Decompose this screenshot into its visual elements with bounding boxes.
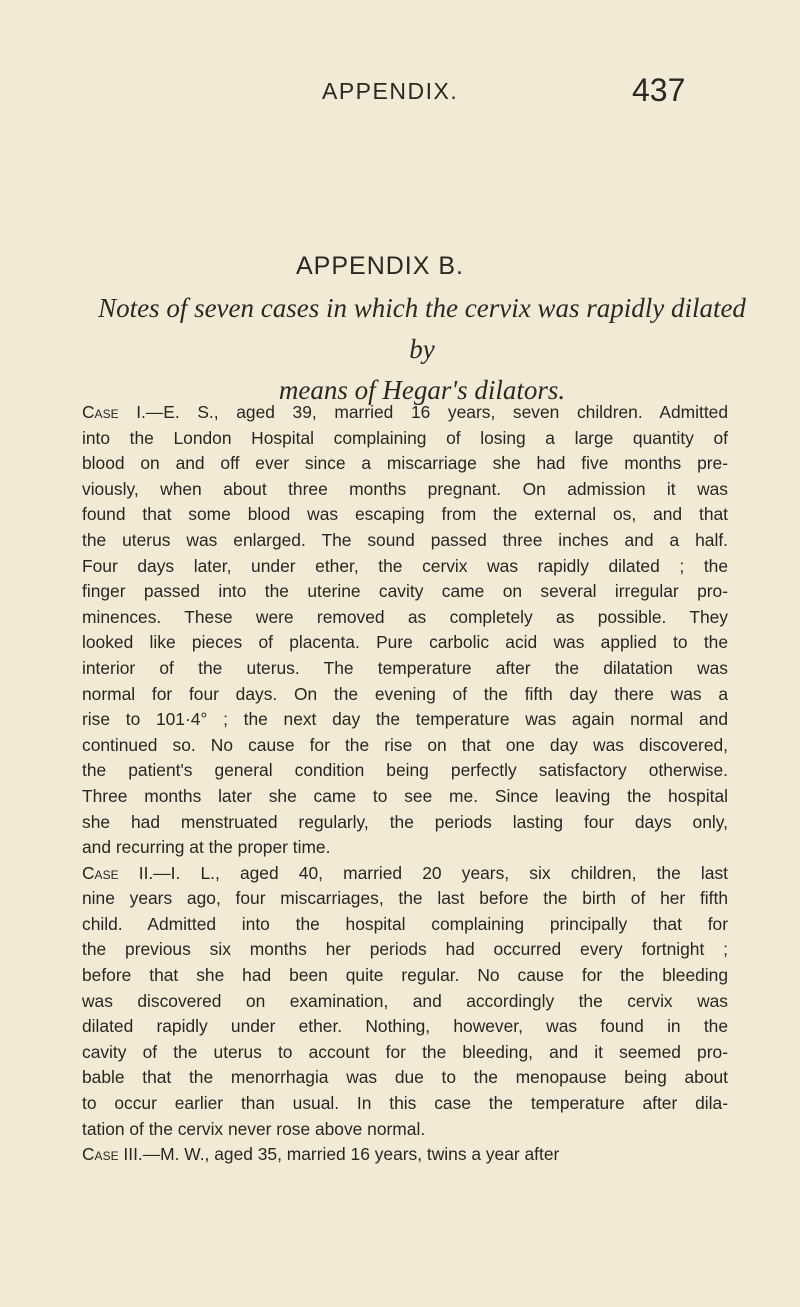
text-line: blood on and off ever since a miscarriage she had five months pre- bbox=[82, 453, 728, 474]
text-line: child. Admitted into the hospital complaining principally that for bbox=[82, 913, 728, 934]
text-line: found that some blood was escaping from the external os, and that bbox=[82, 504, 728, 525]
case-paragraph bbox=[82, 861, 728, 1143]
case-line-text: —I. L., aged 40, married 20 years, six children, the last bbox=[153, 862, 728, 883]
case-paragraph bbox=[82, 1142, 728, 1168]
text-line: was discovered on examination, and accordingly the cervix was bbox=[82, 990, 728, 1011]
text-line: cavity of the uterus to account for the bleeding, and it seemed pro- bbox=[82, 1041, 728, 1062]
text-line: to occur earlier than usual. In this case the temperature after dila- bbox=[82, 1093, 728, 1114]
text-line: finger passed into the uterine cavity came on several irregular pro- bbox=[82, 581, 728, 602]
text-line bbox=[82, 861, 728, 887]
running-head bbox=[0, 72, 800, 112]
case-label: Case II. bbox=[82, 862, 154, 883]
subtitle-line-1: Notes of seven cases in which the cervix was rapidly dilated by bbox=[98, 293, 746, 364]
text-line: the previous six months her periods had occurred every fortnight ; bbox=[82, 939, 728, 960]
text-line: before that she had been quite regular. No cause for the bleeding bbox=[82, 965, 728, 986]
text-line: dilated rapidly under ether. Nothing, however, was found in the bbox=[82, 1016, 728, 1037]
text-line: looked like pieces of placenta. Pure carbolic acid was applied to the bbox=[82, 632, 728, 653]
case-label: Case I. bbox=[82, 402, 146, 422]
appendix-subtitle bbox=[82, 288, 762, 411]
text-line: Four days later, under ether, the cervix was rapidly dilated ; the bbox=[82, 555, 728, 576]
case-line-text: —M. W., aged 35, married 16 years, twins a year after bbox=[142, 1144, 560, 1165]
case-paragraph bbox=[82, 400, 728, 861]
subtitle-line-2: means of Hegar's dilators. bbox=[278, 375, 566, 405]
text-line: she had menstruated regularly, the periods lasting four days only, bbox=[82, 811, 728, 832]
page-number: 437 bbox=[632, 72, 686, 108]
text-line: bable that the menorrhagia was due to the menopause being about bbox=[82, 1067, 728, 1088]
text-line: minences. These were removed as completely as possible. They bbox=[82, 606, 728, 627]
text-line: nine years ago, four miscarriages, the last before the birth of her fifth bbox=[82, 888, 728, 909]
text-line: the uterus was enlarged. The sound passed three inches and a half. bbox=[82, 529, 728, 550]
text-line bbox=[82, 1142, 728, 1168]
case-line-text: —E. S., aged 39, married 16 years, seven children. Admitted bbox=[145, 402, 728, 422]
text-line: continued so. No cause for the rise on that one day was discovered, bbox=[82, 734, 728, 755]
body-text bbox=[82, 400, 728, 1168]
text-line: Three months later she came to see me. Since leaving the hospital bbox=[82, 785, 728, 806]
text-line: tation of the cervix never rose above normal. bbox=[82, 1118, 426, 1139]
text-line: the patient's general condition being perfectly satisfactory otherwise. bbox=[82, 760, 728, 781]
text-line bbox=[82, 400, 728, 426]
running-title: APPENDIX. bbox=[322, 78, 459, 104]
text-line: interior of the uterus. The temperature after the dilatation was bbox=[82, 657, 728, 678]
text-line: normal for four days. On the evening of the fifth day there was a bbox=[82, 683, 728, 704]
appendix-title: APPENDIX B. bbox=[296, 252, 464, 280]
text-line: into the London Hospital complaining of losing a large quantity of bbox=[82, 427, 728, 448]
text-line: rise to 101·4° ; the next day the temperature was again normal and bbox=[82, 709, 728, 730]
case-label: Case III. bbox=[82, 1144, 143, 1165]
text-line: viously, when about three months pregnant. On admission it was bbox=[82, 478, 728, 499]
text-line: and recurring at the proper time. bbox=[82, 837, 331, 858]
